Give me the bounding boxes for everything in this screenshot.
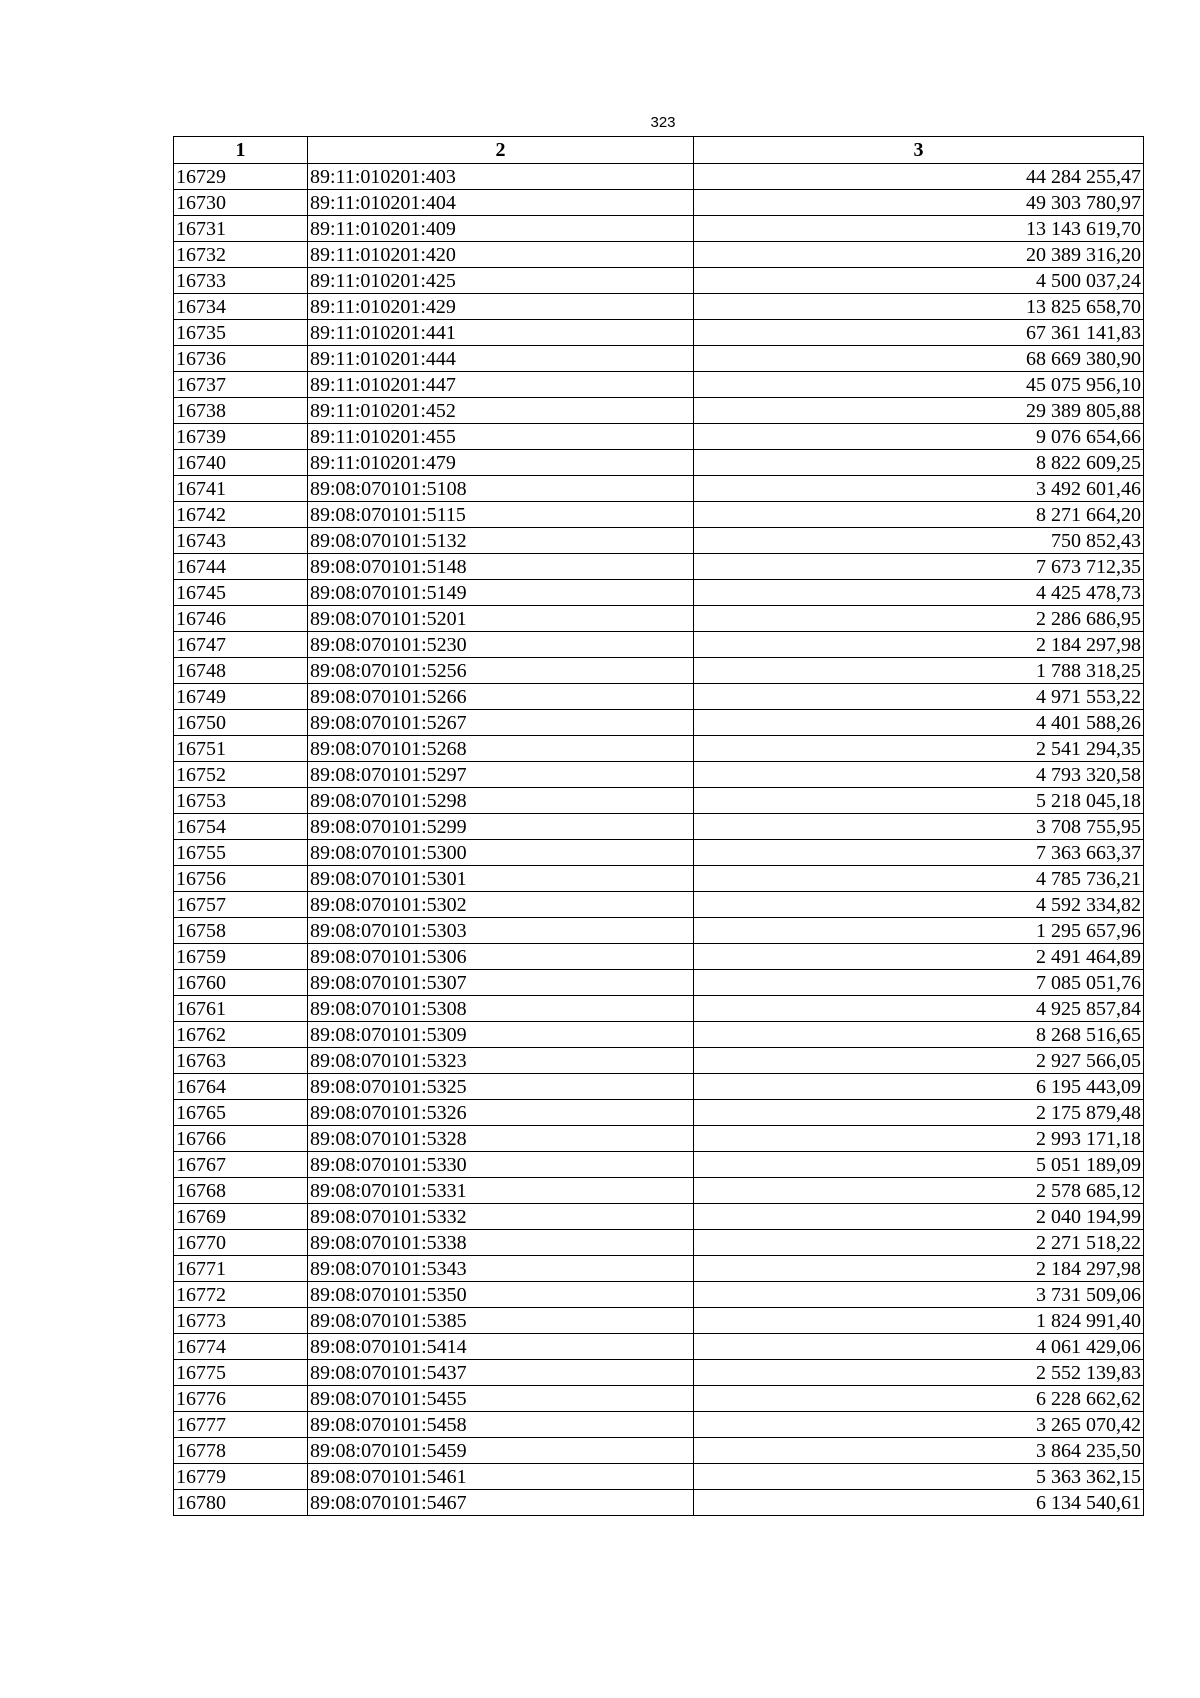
table-row	[174, 944, 1144, 970]
table-row	[174, 372, 1144, 398]
row-number-cell: 16761	[174, 996, 308, 1022]
row-number-cell: 16746	[174, 606, 308, 632]
row-number-cell: 16776	[174, 1386, 308, 1412]
row-number-cell: 16734	[174, 294, 308, 320]
value-cell: 4 925 857,84	[694, 996, 1144, 1022]
row-number-cell: 16735	[174, 320, 308, 346]
cadastral-number-cell: 89:08:070101:5437	[308, 1360, 694, 1386]
cadastral-number-cell: 89:08:070101:5301	[308, 866, 694, 892]
table-row	[174, 658, 1144, 684]
cadastral-number-cell: 89:08:070101:5326	[308, 1100, 694, 1126]
table-row	[174, 710, 1144, 736]
cadastral-number-cell: 89:08:070101:5266	[308, 684, 694, 710]
row-number-cell: 16739	[174, 424, 308, 450]
row-number-cell: 16747	[174, 632, 308, 658]
cadastral-number-cell: 89:08:070101:5330	[308, 1152, 694, 1178]
value-cell: 4 061 429,06	[694, 1334, 1144, 1360]
cadastral-number-cell: 89:11:010201:404	[308, 190, 694, 216]
table-row	[174, 1178, 1144, 1204]
cadastral-number-cell: 89:08:070101:5267	[308, 710, 694, 736]
table-row	[174, 528, 1144, 554]
value-cell: 750 852,43	[694, 528, 1144, 554]
row-number-cell: 16773	[174, 1308, 308, 1334]
cadastral-number-cell: 89:08:070101:5108	[308, 476, 694, 502]
row-number-cell: 16759	[174, 944, 308, 970]
row-number-cell: 16729	[174, 164, 308, 190]
row-number-cell: 16736	[174, 346, 308, 372]
value-cell: 13 143 619,70	[694, 216, 1144, 242]
value-cell: 2 541 294,35	[694, 736, 1144, 762]
value-cell: 2 286 686,95	[694, 606, 1144, 632]
cadastral-number-cell: 89:08:070101:5459	[308, 1438, 694, 1464]
table-row	[174, 1438, 1144, 1464]
row-number-cell: 16744	[174, 554, 308, 580]
row-number-cell: 16774	[174, 1334, 308, 1360]
value-cell: 4 785 736,21	[694, 866, 1144, 892]
value-cell: 2 184 297,98	[694, 1256, 1144, 1282]
cadastral-number-cell: 89:08:070101:5302	[308, 892, 694, 918]
cadastral-number-cell: 89:11:010201:441	[308, 320, 694, 346]
row-number-cell: 16745	[174, 580, 308, 606]
row-number-cell: 16768	[174, 1178, 308, 1204]
row-number-cell: 16732	[174, 242, 308, 268]
value-cell: 2 491 464,89	[694, 944, 1144, 970]
value-cell: 4 500 037,24	[694, 268, 1144, 294]
value-cell: 4 971 553,22	[694, 684, 1144, 710]
cadastral-number-cell: 89:08:070101:5256	[308, 658, 694, 684]
value-cell: 2 184 297,98	[694, 632, 1144, 658]
row-number-cell: 16766	[174, 1126, 308, 1152]
row-number-cell: 16758	[174, 918, 308, 944]
cadastral-number-cell: 89:11:010201:452	[308, 398, 694, 424]
value-cell: 5 363 362,15	[694, 1464, 1144, 1490]
cadastral-number-cell: 89:08:070101:5385	[308, 1308, 694, 1334]
row-number-cell: 16756	[174, 866, 308, 892]
table-row	[174, 1100, 1144, 1126]
value-cell: 3 864 235,50	[694, 1438, 1144, 1464]
cadastral-number-cell: 89:08:070101:5115	[308, 502, 694, 528]
row-number-cell: 16750	[174, 710, 308, 736]
table-row	[174, 1152, 1144, 1178]
cadastral-number-cell: 89:08:070101:5331	[308, 1178, 694, 1204]
table-row	[174, 424, 1144, 450]
table-row	[174, 1256, 1144, 1282]
value-cell: 1 295 657,96	[694, 918, 1144, 944]
table-header-row	[174, 137, 1144, 164]
value-cell: 9 076 654,66	[694, 424, 1144, 450]
cadastral-number-cell: 89:11:010201:403	[308, 164, 694, 190]
value-cell: 68 669 380,90	[694, 346, 1144, 372]
row-number-cell: 16772	[174, 1282, 308, 1308]
value-cell: 13 825 658,70	[694, 294, 1144, 320]
table-row	[174, 450, 1144, 476]
row-number-cell: 16778	[174, 1438, 308, 1464]
cadastral-number-cell: 89:08:070101:5230	[308, 632, 694, 658]
table-row	[174, 1334, 1144, 1360]
table-row	[174, 580, 1144, 606]
cadastral-number-cell: 89:08:070101:5455	[308, 1386, 694, 1412]
value-cell: 3 708 755,95	[694, 814, 1144, 840]
cadastral-number-cell: 89:11:010201:409	[308, 216, 694, 242]
table-row	[174, 268, 1144, 294]
cadastral-number-cell: 89:08:070101:5461	[308, 1464, 694, 1490]
value-cell: 2 993 171,18	[694, 1126, 1144, 1152]
cadastral-number-cell: 89:11:010201:420	[308, 242, 694, 268]
value-cell: 3 492 601,46	[694, 476, 1144, 502]
table-row	[174, 1204, 1144, 1230]
table-row	[174, 216, 1144, 242]
table-row	[174, 1126, 1144, 1152]
value-cell: 2 927 566,05	[694, 1048, 1144, 1074]
table-row	[174, 1360, 1144, 1386]
value-cell: 2 040 194,99	[694, 1204, 1144, 1230]
row-number-cell: 16730	[174, 190, 308, 216]
table-row	[174, 1282, 1144, 1308]
cadastral-number-cell: 89:08:070101:5328	[308, 1126, 694, 1152]
value-cell: 5 051 189,09	[694, 1152, 1144, 1178]
value-cell: 2 271 518,22	[694, 1230, 1144, 1256]
row-number-cell: 16749	[174, 684, 308, 710]
table-row	[174, 866, 1144, 892]
cadastral-number-cell: 89:08:070101:5458	[308, 1412, 694, 1438]
table-row	[174, 1074, 1144, 1100]
value-cell: 4 793 320,58	[694, 762, 1144, 788]
row-number-cell: 16771	[174, 1256, 308, 1282]
table-body	[174, 164, 1144, 1516]
row-number-cell: 16769	[174, 1204, 308, 1230]
table-row	[174, 632, 1144, 658]
value-cell: 4 401 588,26	[694, 710, 1144, 736]
column-header-1: 1	[174, 137, 308, 164]
cadastral-number-cell: 89:11:010201:444	[308, 346, 694, 372]
row-number-cell: 16752	[174, 762, 308, 788]
table-row	[174, 1412, 1144, 1438]
table-row	[174, 684, 1144, 710]
row-number-cell: 16751	[174, 736, 308, 762]
table-row	[174, 554, 1144, 580]
value-cell: 2 552 139,83	[694, 1360, 1144, 1386]
cadastral-number-cell: 89:08:070101:5303	[308, 918, 694, 944]
row-number-cell: 16763	[174, 1048, 308, 1074]
row-number-cell: 16753	[174, 788, 308, 814]
row-number-cell: 16731	[174, 216, 308, 242]
cadastral-number-cell: 89:08:070101:5298	[308, 788, 694, 814]
column-header-3: 3	[694, 137, 1144, 164]
table-row	[174, 736, 1144, 762]
row-number-cell: 16743	[174, 528, 308, 554]
row-number-cell: 16741	[174, 476, 308, 502]
table-row	[174, 398, 1144, 424]
row-number-cell: 16770	[174, 1230, 308, 1256]
table-row	[174, 346, 1144, 372]
table-row	[174, 892, 1144, 918]
table-row	[174, 762, 1144, 788]
value-cell: 3 265 070,42	[694, 1412, 1144, 1438]
table-row	[174, 996, 1144, 1022]
value-cell: 6 195 443,09	[694, 1074, 1144, 1100]
cadastral-number-cell: 89:08:070101:5332	[308, 1204, 694, 1230]
cadastral-number-cell: 89:08:070101:5297	[308, 762, 694, 788]
row-number-cell: 16777	[174, 1412, 308, 1438]
row-number-cell: 16733	[174, 268, 308, 294]
registry-table	[173, 136, 1144, 1516]
row-number-cell: 16780	[174, 1490, 308, 1516]
value-cell: 8 822 609,25	[694, 450, 1144, 476]
value-cell: 2 578 685,12	[694, 1178, 1144, 1204]
value-cell: 5 218 045,18	[694, 788, 1144, 814]
row-number-cell: 16755	[174, 840, 308, 866]
value-cell: 3 731 509,06	[694, 1282, 1144, 1308]
table-row	[174, 788, 1144, 814]
column-header-2: 2	[308, 137, 694, 164]
table-row	[174, 294, 1144, 320]
table-row	[174, 840, 1144, 866]
value-cell: 8 271 664,20	[694, 502, 1144, 528]
row-number-cell: 16765	[174, 1100, 308, 1126]
cadastral-number-cell: 89:08:070101:5467	[308, 1490, 694, 1516]
cadastral-number-cell: 89:11:010201:447	[308, 372, 694, 398]
row-number-cell: 16764	[174, 1074, 308, 1100]
table-row	[174, 1308, 1144, 1334]
value-cell: 6 228 662,62	[694, 1386, 1144, 1412]
table-row	[174, 1386, 1144, 1412]
row-number-cell: 16754	[174, 814, 308, 840]
cadastral-number-cell: 89:11:010201:429	[308, 294, 694, 320]
row-number-cell: 16737	[174, 372, 308, 398]
value-cell: 20 389 316,20	[694, 242, 1144, 268]
row-number-cell: 16748	[174, 658, 308, 684]
cadastral-number-cell: 89:08:070101:5306	[308, 944, 694, 970]
table-row	[174, 814, 1144, 840]
cadastral-number-cell: 89:08:070101:5323	[308, 1048, 694, 1074]
value-cell: 67 361 141,83	[694, 320, 1144, 346]
value-cell: 1 788 318,25	[694, 658, 1144, 684]
table-row	[174, 190, 1144, 216]
cadastral-number-cell: 89:08:070101:5308	[308, 996, 694, 1022]
cadastral-number-cell: 89:08:070101:5338	[308, 1230, 694, 1256]
cadastral-number-cell: 89:08:070101:5132	[308, 528, 694, 554]
row-number-cell: 16775	[174, 1360, 308, 1386]
value-cell: 8 268 516,65	[694, 1022, 1144, 1048]
value-cell: 1 824 991,40	[694, 1308, 1144, 1334]
value-cell: 6 134 540,61	[694, 1490, 1144, 1516]
table-row	[174, 918, 1144, 944]
table-row	[174, 1022, 1144, 1048]
value-cell: 45 075 956,10	[694, 372, 1144, 398]
value-cell: 2 175 879,48	[694, 1100, 1144, 1126]
table-row	[174, 502, 1144, 528]
cadastral-number-cell: 89:08:070101:5414	[308, 1334, 694, 1360]
cadastral-number-cell: 89:08:070101:5350	[308, 1282, 694, 1308]
cadastral-number-cell: 89:08:070101:5325	[308, 1074, 694, 1100]
value-cell: 44 284 255,47	[694, 164, 1144, 190]
row-number-cell: 16742	[174, 502, 308, 528]
cadastral-number-cell: 89:08:070101:5149	[308, 580, 694, 606]
cadastral-number-cell: 89:08:070101:5148	[308, 554, 694, 580]
cadastral-number-cell: 89:08:070101:5343	[308, 1256, 694, 1282]
table-row	[174, 164, 1144, 190]
cadastral-number-cell: 89:11:010201:479	[308, 450, 694, 476]
value-cell: 29 389 805,88	[694, 398, 1144, 424]
cadastral-number-cell: 89:08:070101:5309	[308, 1022, 694, 1048]
cadastral-number-cell: 89:08:070101:5300	[308, 840, 694, 866]
table-row	[174, 1230, 1144, 1256]
value-cell: 4 592 334,82	[694, 892, 1144, 918]
row-number-cell: 16762	[174, 1022, 308, 1048]
table-row	[174, 970, 1144, 996]
row-number-cell: 16757	[174, 892, 308, 918]
table-row	[174, 476, 1144, 502]
row-number-cell: 16779	[174, 1464, 308, 1490]
table-row	[174, 1464, 1144, 1490]
page-number: 323	[650, 114, 676, 131]
cadastral-number-cell: 89:08:070101:5299	[308, 814, 694, 840]
value-cell: 4 425 478,73	[694, 580, 1144, 606]
cadastral-number-cell: 89:08:070101:5268	[308, 736, 694, 762]
cadastral-number-cell: 89:08:070101:5201	[308, 606, 694, 632]
cadastral-number-cell: 89:11:010201:455	[308, 424, 694, 450]
table-row	[174, 1048, 1144, 1074]
row-number-cell: 16738	[174, 398, 308, 424]
table-row	[174, 1490, 1144, 1516]
value-cell: 7 085 051,76	[694, 970, 1144, 996]
table-row	[174, 606, 1144, 632]
value-cell: 7 673 712,35	[694, 554, 1144, 580]
row-number-cell: 16767	[174, 1152, 308, 1178]
row-number-cell: 16760	[174, 970, 308, 996]
row-number-cell: 16740	[174, 450, 308, 476]
cadastral-number-cell: 89:08:070101:5307	[308, 970, 694, 996]
cadastral-number-cell: 89:11:010201:425	[308, 268, 694, 294]
value-cell: 7 363 663,37	[694, 840, 1144, 866]
table-row	[174, 320, 1144, 346]
table-row	[174, 242, 1144, 268]
value-cell: 49 303 780,97	[694, 190, 1144, 216]
